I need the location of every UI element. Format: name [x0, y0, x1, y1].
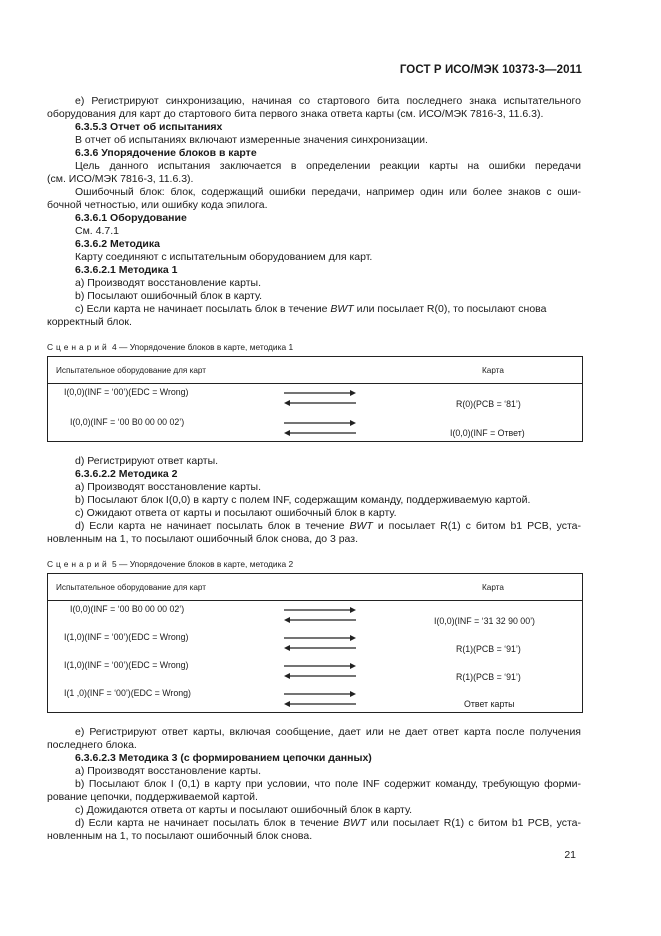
header-divider [48, 383, 582, 384]
text-fragment: или посылает R(0), то посылают снова [353, 303, 547, 315]
command-cell: I(1,0)(INF = ‘00’)(EDC = Wrong) [64, 632, 189, 642]
scenario-4-table [47, 356, 583, 442]
text-line [75, 520, 581, 532]
caption-title: 5 — Упорядочение блоков в карте, методика 2 [109, 559, 294, 569]
text-line: e) Регистрируют ответ карты, включая сообщение, дает или не дает ответ карта после получения [75, 726, 581, 738]
response-cell: I(0,0)(INF = Ответ) [450, 428, 525, 438]
text-line: Цель данного испытания заключается в определении реакции карты на ошибки передачи [75, 160, 581, 172]
text-line [75, 817, 581, 829]
arrow-right-icon [284, 390, 356, 396]
arrow-right-icon [284, 420, 356, 426]
text-line: a) Производят восстановление карты. [75, 277, 262, 289]
response-cell: R(1)(PCB = ‘91’) [456, 672, 521, 682]
text-line: новленным на 1, то посылают ошибочный блок снова, до 3 раз. [47, 533, 359, 545]
response-cell: I(0,0)(INF = ‘31 32 90 00’) [434, 616, 535, 626]
text-line: e) Регистрируют синхронизацию, начиная со стартового бита последнего знака испытательного [75, 95, 581, 107]
command-cell: I(1 ,0)(INF = ‘00’)(EDC = Wrong) [64, 688, 191, 698]
section-heading: 6.3.6 Упорядочение блоков в карте [75, 147, 257, 159]
column-header-card: Карта [482, 583, 504, 592]
arrow-right-icon [284, 635, 356, 641]
text-line: b) Посылают блок I (0,1) в карту при условии, что поле INF содержит команду, требующую форми- [75, 778, 581, 790]
column-header-equipment: Испытательное оборудование для карт [56, 583, 207, 592]
section-heading: 6.3.6.2.2 Методика 2 [75, 468, 178, 480]
text-fragment: d) Если карта не начинает посылать блок в течение [75, 817, 344, 829]
page-number: 21 [564, 849, 576, 861]
section-heading: 6.3.6.2.3 Методика 3 (с формированием цепочки данных) [75, 752, 372, 764]
caption-word: Сценарий [47, 342, 110, 352]
arrow-right-icon [284, 663, 356, 669]
text-fragment: d) Если карта не начинает посылать блок в течение [75, 520, 350, 532]
text-fragment: и посылает R(1) с битом b1 PCB, уста- [372, 520, 581, 532]
text-line: (см. ИСО/МЭК 7816-3, 11.6.3). [47, 173, 194, 185]
command-cell: I(0,0)(INF = ‘00 B0 00 00 02’) [70, 417, 185, 427]
text-line: оборудования для карт до стартового бита первого знака ответа карты (см. ИСО/МЭК 7816-3, 11.6.3). [47, 108, 544, 120]
text-line: корректный блок. [47, 316, 132, 328]
response-cell: R(0)(PCB = ‘81’) [456, 399, 521, 409]
arrow-left-icon [284, 673, 356, 679]
text-line: Ошибочный блок: блок, содержащий ошибки передачи, например один или более знаков с оши- [75, 186, 581, 198]
document-header: ГОСТ Р ИСО/МЭК 10373-3—2011 [399, 64, 582, 76]
header-divider [48, 600, 582, 601]
text-line: новленным на 1, то посылают ошибочный блок снова. [47, 830, 313, 842]
arrow-right-icon [284, 607, 356, 613]
text-line: a) Производят восстановление карты. [75, 765, 262, 777]
text-line: d) Регистрируют ответ карты. [75, 455, 219, 467]
section-heading: 6.3.6.1 Оборудование [75, 212, 187, 224]
command-cell: I(0,0)(INF = ‘00’)(EDC = Wrong) [64, 387, 189, 397]
caption-title: 4 — Упорядочение блоков в карте, методика 1 [109, 342, 294, 352]
arrow-left-icon [284, 400, 356, 406]
arrow-left-icon [284, 617, 356, 623]
arrow-right-icon [284, 691, 356, 697]
bwt-term: BWT [349, 520, 373, 532]
command-cell: I(1,0)(INF = ‘00’)(EDC = Wrong) [64, 660, 189, 670]
arrow-left-icon [284, 701, 356, 707]
section-heading: 6.3.6.2.1 Методика 1 [75, 264, 178, 276]
table-caption [47, 342, 293, 352]
column-header-equipment: Испытательное оборудование для карт [56, 366, 207, 375]
caption-word: Сценарий [47, 559, 110, 569]
arrow-left-icon [284, 430, 356, 436]
text-line: Карту соединяют с испытательным оборудованием для карт. [75, 251, 373, 263]
text-line: b) Посылают ошибочный блок в карту. [75, 290, 263, 302]
text-line: c) Ожидают ответа от карты и посылают ошибочный блок в карту. [75, 507, 397, 519]
text-line: рование цепочки, поддерживаемой картой. [47, 791, 258, 803]
command-cell: I(0,0)(INF = ‘00 B0 00 00 02’) [70, 604, 185, 614]
table-caption [47, 559, 293, 569]
bwt-term: BWT [330, 303, 354, 315]
arrow-left-icon [284, 645, 356, 651]
text-line: См. 4.7.1 [75, 225, 119, 237]
text-line: b) Посылают блок I(0,0) в карту с полем INF, содержащим команду, поддерживаемую картой. [75, 494, 531, 506]
text-fragment: c) Если карта не начинает посылать блок в течение [75, 303, 331, 315]
column-header-card: Карта [482, 366, 504, 375]
text-line: бочной четностью, или ошибку кода эпилога. [47, 199, 268, 211]
response-cell: R(1)(PCB = ‘91’) [456, 644, 521, 654]
response-cell: Ответ карты [464, 699, 515, 709]
text-line: a) Производят восстановление карты. [75, 481, 262, 493]
scenario-5-table [47, 573, 583, 713]
text-line: последнего блока. [47, 739, 137, 751]
section-heading: 6.3.5.3 Отчет об испытаниях [75, 121, 223, 133]
text-line: c) Дожидаются ответа от карты и посылают ошибочный блок в карту. [75, 804, 413, 816]
text-fragment: или посылает R(1) с битом b1 PCB, уста- [366, 817, 581, 829]
text-line: В отчет об испытаниях включают измеренные значения синхронизации. [75, 134, 428, 146]
text-line [75, 303, 581, 315]
section-heading: 6.3.6.2 Методика [75, 238, 160, 250]
bwt-term: BWT [343, 817, 367, 829]
